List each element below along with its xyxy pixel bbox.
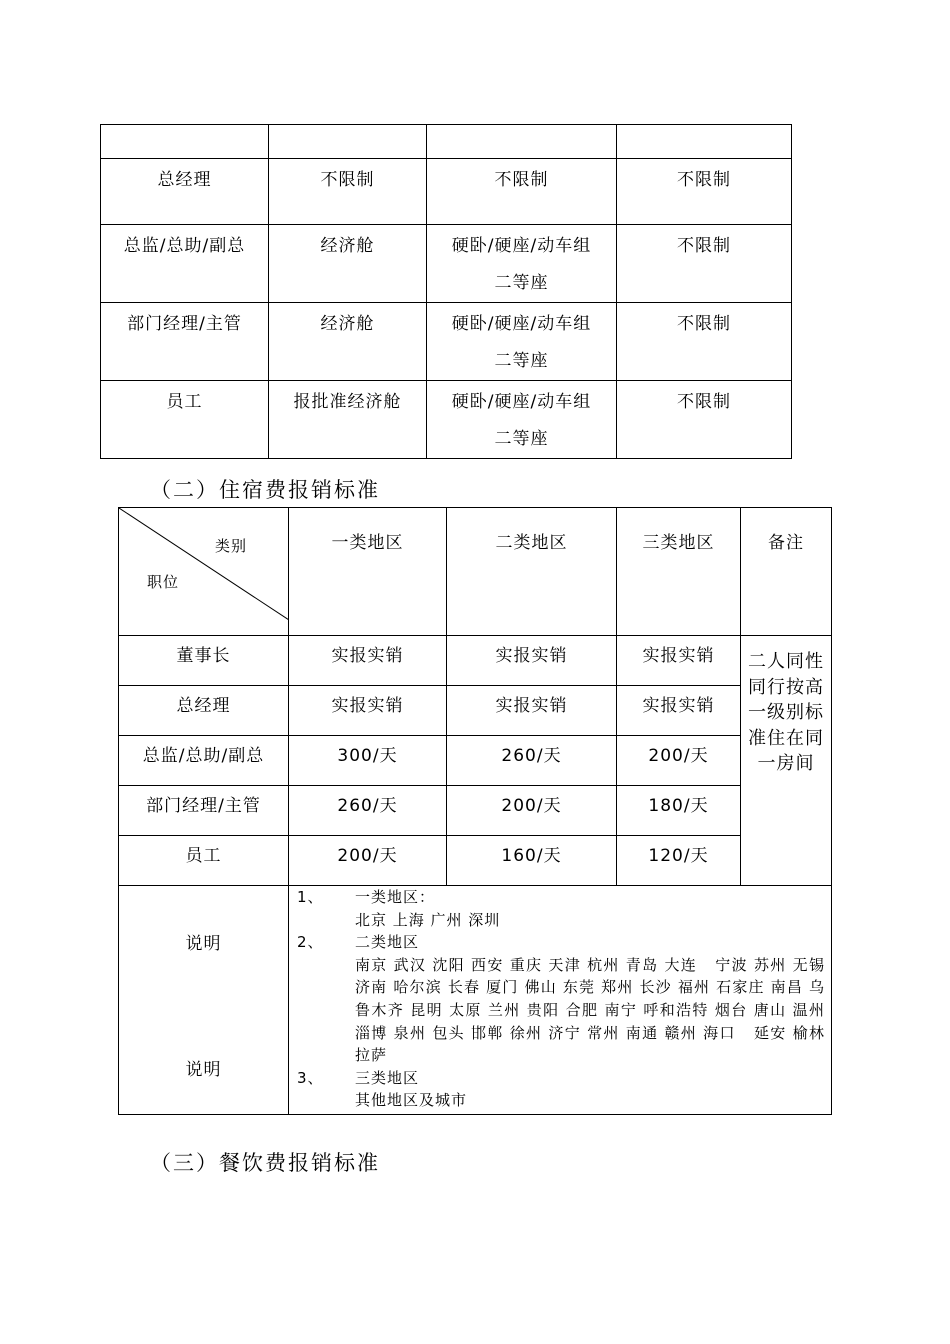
table-cell [101,125,269,159]
item-number: 1、 [297,888,324,906]
cell-line: 硬卧/硬座/动车组 [451,236,592,256]
table-cell [427,225,617,303]
table-cell: 不限制 [617,159,792,225]
table-cell: 200/天 [617,736,741,786]
table-cell: 实报实销 [617,686,741,736]
item-number: 3、 [297,1068,324,1087]
table-cell-position: 总经理 [119,686,289,736]
cell-line: 硬卧/硬座/动车组 [451,314,592,334]
table-cell: 不限制 [617,303,792,381]
diagonal-header-cell [119,508,289,636]
table-cell-position: 总监/总助/副总 [119,736,289,786]
explain-item [297,931,825,954]
table-cell-position: 员工 [119,836,289,886]
table-cell: 经济舱 [269,225,427,303]
corner-label-position: 职位 [147,573,180,591]
table-cell: 不限制 [617,381,792,459]
cell-line: 二等座 [494,429,549,449]
table-cell [427,381,617,459]
table-row [101,159,792,225]
table-cell-position: 部门经理/主管 [101,303,269,381]
table-cell: 实报实销 [447,636,617,686]
table-cell-position: 总经理 [101,159,269,225]
table-row [119,686,832,736]
table-cell: 实报实销 [617,636,741,686]
item-title: 二类地区 [355,933,420,952]
table-cell: 260/天 [289,786,447,836]
table-row [119,736,832,786]
table-cell: 200/天 [447,786,617,836]
table-cell: 经济舱 [269,303,427,381]
city-list: 其他地区及城市 [355,1091,468,1110]
table-cell: 300/天 [289,736,447,786]
explain-label: 说明 [185,1060,222,1080]
table-row [101,381,792,459]
section-heading-lodging: （二）住宿费报销标准 [150,478,380,502]
table-cell-position: 员工 [101,381,269,459]
item-title: 三类地区 [355,1068,420,1087]
table-cell [617,125,792,159]
table-row [101,225,792,303]
lodging-standard-table [118,507,832,1115]
city-list: 北京 上海 广州 深圳 [355,910,501,929]
diagonal-line [119,508,289,620]
table-cell [427,303,617,381]
table-cell: 实报实销 [289,636,447,686]
table-cell: 不限制 [617,225,792,303]
table-cell: 200/天 [289,836,447,886]
cell-line: 硬卧/硬座/动车组 [451,392,592,412]
table-cell-position: 总监/总助/副总 [101,225,269,303]
column-header: 三类地区 [617,508,741,636]
cell-line: 二等座 [494,273,549,293]
city-list: 南京 武汉 沈阳 西安 重庆 天津 杭州 青岛 大连 宁波 苏州 无锡 济南 哈尔滨 长春 厦门 佛山 东莞 郑州 长沙 福州 石家庄 南昌 乌鲁木齐 昆明 太原 兰州 贵阳 合肥 南宁 呼和浩特 烟台 唐山 温州 淄博 泉州 包头 邯郸 徐州 济宁 常州 南通 赣州 海口 延安 榆林 拉萨 [355,955,831,1065]
table-cell: 260/天 [447,736,617,786]
table-cell: 180/天 [617,786,741,836]
explain-item [297,886,825,909]
travel-standard-table [100,124,792,459]
item-number: 2、 [297,933,324,952]
explain-label-cell [119,886,289,1115]
table-cell [427,125,617,159]
column-header: 一类地区 [289,508,447,636]
table-cell: 报批准经济舱 [269,381,427,459]
explain-item [297,1067,825,1090]
table-row [119,836,832,886]
column-header: 二类地区 [447,508,617,636]
corner-label-category: 类别 [215,537,248,555]
table-cell: 实报实销 [447,686,617,736]
table-row [119,786,832,836]
table-cell: 120/天 [617,836,741,886]
cell-line: 二等座 [494,351,549,371]
table-row [119,636,832,686]
table-cell: 160/天 [447,836,617,886]
table-cell-position: 部门经理/主管 [119,786,289,836]
table-cell: 不限制 [427,159,617,225]
explain-row [119,886,832,1115]
explain-body [289,886,832,1115]
table-header-row [119,508,832,636]
table-cell: 不限制 [269,159,427,225]
table-row [101,303,792,381]
section-heading-meals: （三）餐饮费报销标准 [150,1151,380,1175]
item-title: 一类地区： [355,888,436,906]
remark-cell: 二人同性同行按高一级别标准住在同一房间 [741,636,832,886]
table-row [101,125,792,159]
table-cell-position: 董事长 [119,636,289,686]
explain-label: 说明 [185,934,222,954]
table-cell: 实报实销 [289,686,447,736]
column-header: 备注 [741,508,832,636]
table-cell [269,125,427,159]
